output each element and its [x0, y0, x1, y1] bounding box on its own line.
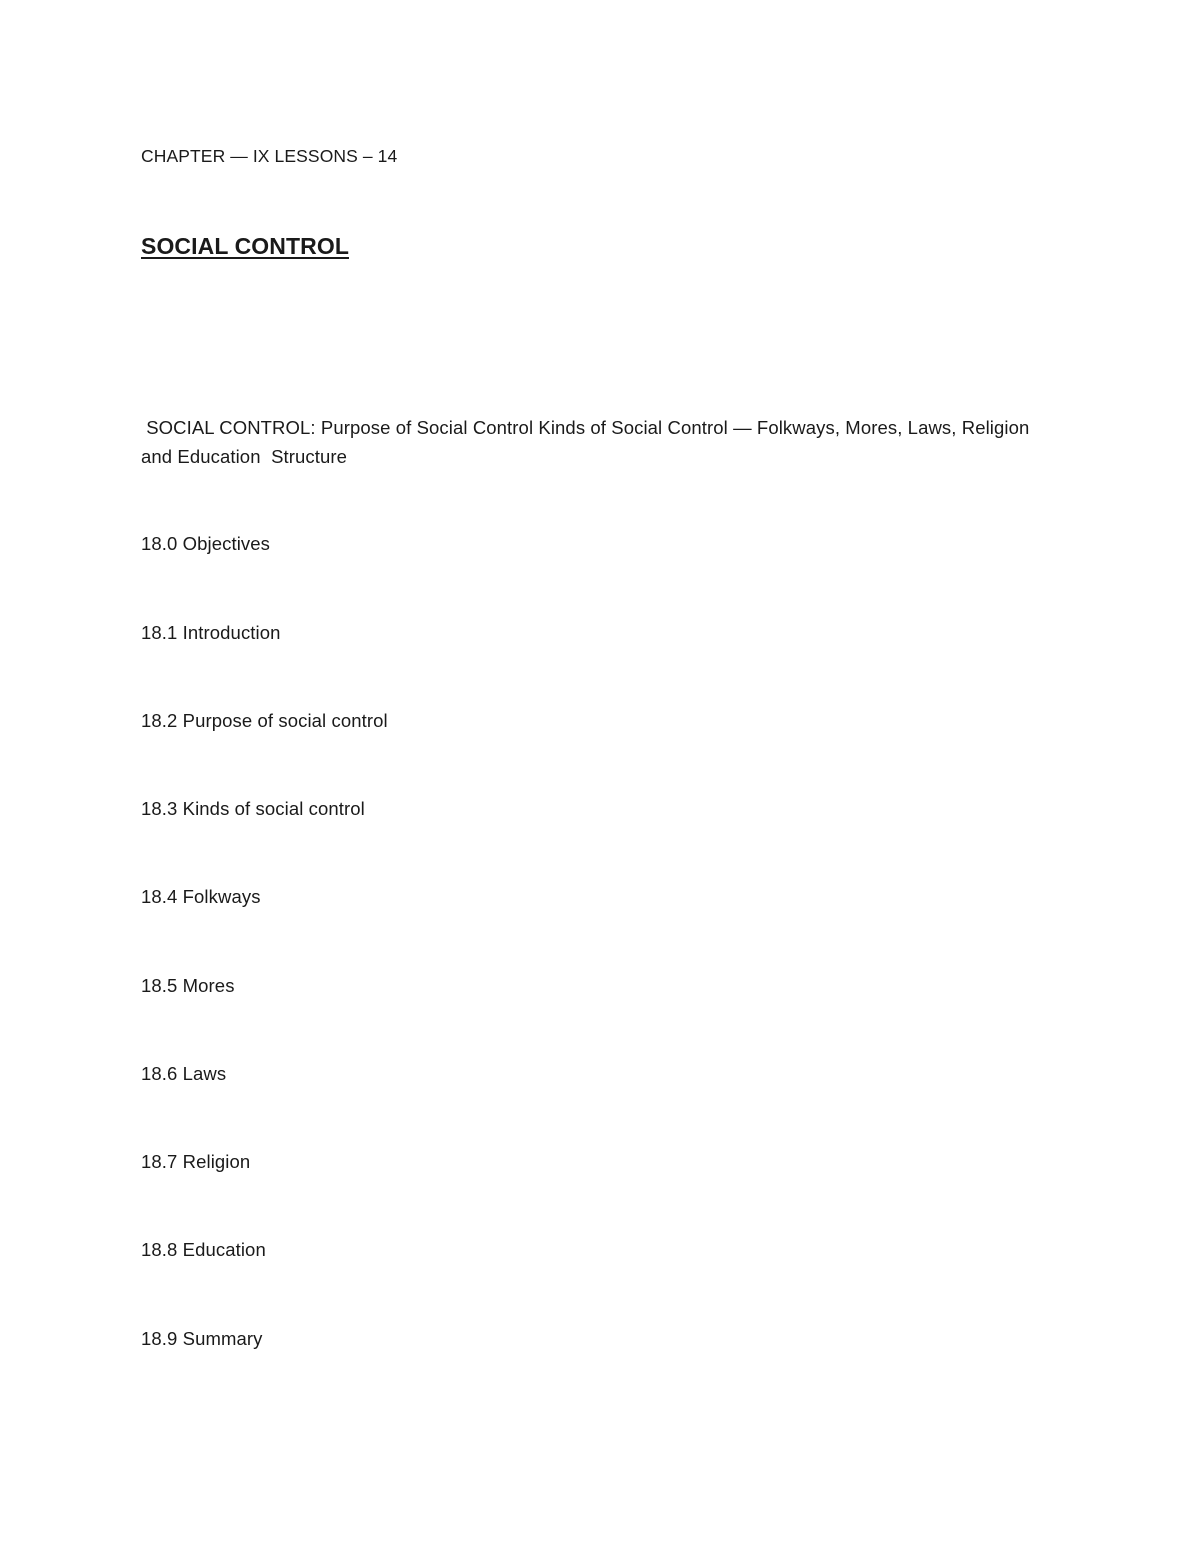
toc-item-objectives: 18.0 Objectives [141, 533, 271, 554]
intro-paragraph [141, 414, 1061, 471]
page-title: SOCIAL CONTROL [141, 233, 349, 259]
intro-line-1: SOCIAL CONTROL: Purpose of Social Control Kinds of Social Control — Folkways, Mores, Laws, Religion [141, 417, 1030, 438]
toc-item-religion: 18.7 Religion [141, 1151, 251, 1172]
toc-item-mores: 18.5 Mores [141, 975, 235, 996]
toc-item-laws: 18.6 Laws [141, 1063, 227, 1084]
chapter-heading: CHAPTER — IX LESSONS – 14 [141, 146, 398, 166]
toc-item-education: 18.8 Education [141, 1239, 266, 1260]
intro-line-2: and Education Structure [141, 445, 348, 467]
toc-item-kinds: 18.3 Kinds of social control [141, 798, 365, 819]
toc-item-purpose: 18.2 Purpose of social control [141, 710, 388, 731]
toc-item-summary: 18.9 Summary [141, 1328, 263, 1349]
toc-item-folkways: 18.4 Folkways [141, 886, 261, 907]
toc-item-introduction: 18.1 Introduction [141, 622, 281, 643]
